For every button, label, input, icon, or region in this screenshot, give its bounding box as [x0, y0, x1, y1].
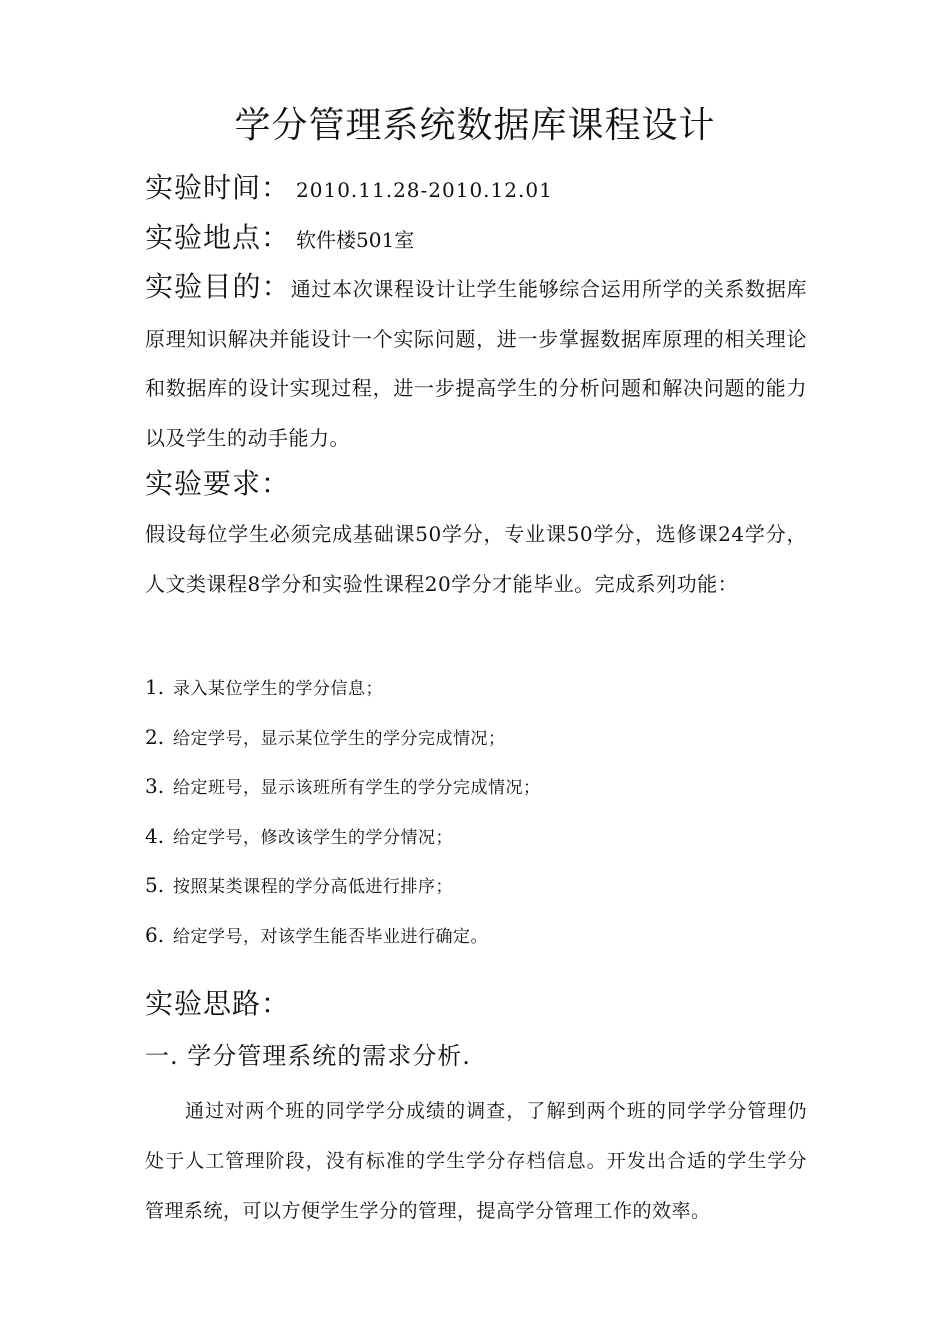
- list-item: [145, 870, 807, 920]
- list-item-text: 按照某类课程的学分高低进行排序；: [173, 877, 453, 897]
- experiment-place-label: 实验地点：: [145, 221, 291, 254]
- experiment-purpose: [145, 262, 807, 463]
- list-item: [145, 821, 807, 871]
- requirements-analysis-heading: 一. 学分管理系统的需求分析.: [145, 1042, 471, 1070]
- experiment-time-row: [145, 166, 815, 206]
- list-item: [145, 722, 807, 772]
- experiment-purpose-label: 实验目的：: [145, 270, 291, 303]
- list-item-text: 给定班号，显示该班所有学生的学分完成情况；: [173, 778, 541, 798]
- list-item-number: 3.: [145, 774, 165, 798]
- list-item-number: 1.: [145, 675, 165, 699]
- list-item: [145, 771, 807, 821]
- experiment-time-label: 实验时间：: [145, 171, 291, 204]
- list-item-number: 5.: [145, 873, 165, 897]
- list-item: [145, 920, 807, 970]
- list-item-number: 2.: [145, 724, 165, 749]
- list-item-text: 给定学号，修改该学生的学分情况；: [173, 827, 453, 848]
- list-item-text: 给定学号，对该学生能否毕业进行确定。: [173, 926, 488, 947]
- list-item-number: 4.: [145, 823, 165, 848]
- list-item-text: 给定学号，显示某位学生的学分完成情况；: [173, 728, 506, 749]
- requirements-list: [145, 672, 807, 969]
- requirements-intro: 假设每位学生必须完成基础课50学分，专业课50学分，选修课24学分，人文类课程8学分和实验性课程20学分才能毕业。完成系列功能：: [145, 522, 807, 596]
- list-item-number: 6.: [145, 922, 165, 947]
- list-item: [145, 672, 807, 722]
- experiment-purpose-text: 通过本次课程设计让学生能够综合运用所学的关系数据库原理知识解决并能设计一个实际问题，进一步掌握数据库原理的相关理论和数据库的设计实现过程，进一步提高学生的分析问题和解决问题的能力以及学生的动手能力。: [145, 277, 807, 450]
- experiment-place-row: [145, 216, 815, 256]
- document-title: 学分管理系统数据库课程设计: [234, 105, 716, 146]
- requirements-analysis-text: 通过对两个班的同学学分成绩的调查，了解到两个班的同学学分管理仍处于人工管理阶段，没有标准的学生学分存档信息。开发出合适的学生学分管理系统，可以方便学生学分的管理，提高学分管理工作的效率。: [145, 1100, 807, 1222]
- experiment-time-value: 2010.11.28-2010.12.01: [296, 178, 553, 202]
- experiment-place-value: 软件楼501室: [296, 228, 415, 252]
- requirements-heading: 实验要求：: [145, 467, 291, 500]
- approach-heading: 实验思路：: [145, 987, 291, 1020]
- list-item-text: 录入某位学生的学分信息；: [173, 679, 383, 699]
